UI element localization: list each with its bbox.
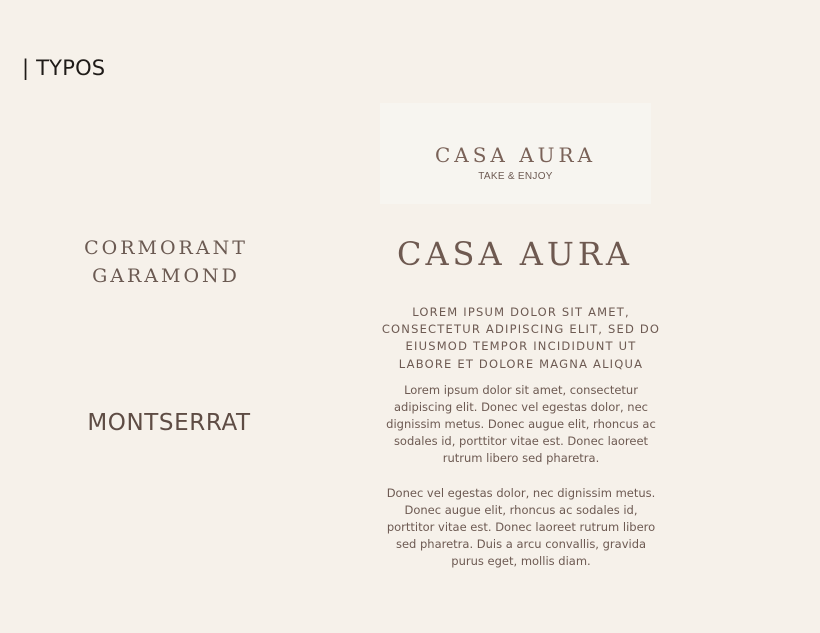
caps-sample-line: LABORE ET DOLORE MAGNA ALIQUA — [398, 356, 644, 371]
body-sample-line: sodales id, porttitor vitae est. Donec laoreet — [393, 434, 649, 448]
section-heading: | TYPOS — [22, 56, 106, 80]
caps-sample-line: EIUSMOD TEMPOR INCIDIDUNT UT — [405, 339, 637, 354]
body-sample-line: Donec augue elit, rhoncus ac sodales id, — [404, 503, 638, 517]
body-sample-line: Lorem ipsum dolor sit amet, consectetur — [404, 383, 638, 397]
logo-title: CASA AURA — [434, 143, 597, 167]
body-sample-line: dignissim metus. Donec augue elit, rhoncus ac — [386, 417, 656, 431]
body-sample-paragraph-1 — [352, 382, 690, 467]
sans-font-name: MONTSERRAT — [87, 410, 251, 436]
body-sample-line: adipiscing elit. Donec vel egestas dolor, nec — [394, 400, 648, 414]
serif-font-name-line: CORMORANT — [84, 237, 248, 259]
body-sample-line: purus eget, mollis diam. — [451, 554, 591, 568]
body-sample-line: Donec vel egestas dolor, nec dignissim metus. — [386, 486, 656, 500]
logo-tagline: TAKE & ENJOY — [478, 171, 553, 182]
logo-card — [380, 103, 651, 204]
caps-sample-line: CONSECTETUR ADIPISCING ELIT, SED DO — [381, 322, 661, 337]
body-sample-line: porttitor vitae est. Donec laoreet rutrum libero — [386, 520, 656, 534]
caps-sample-paragraph — [352, 304, 690, 373]
caps-sample-line: LOREM IPSUM DOLOR SIT AMET, — [412, 305, 630, 319]
body-sample-line: sed pharetra. Duis a arcu convallis, gravida — [395, 537, 647, 551]
body-sample-paragraph-2 — [352, 485, 690, 570]
body-sample-line: rutrum libero sed pharetra. — [442, 451, 600, 465]
serif-sample-title: CASA AURA — [396, 235, 634, 273]
serif-font-name-line: GARAMOND — [92, 265, 240, 287]
serif-font-name — [60, 234, 272, 290]
